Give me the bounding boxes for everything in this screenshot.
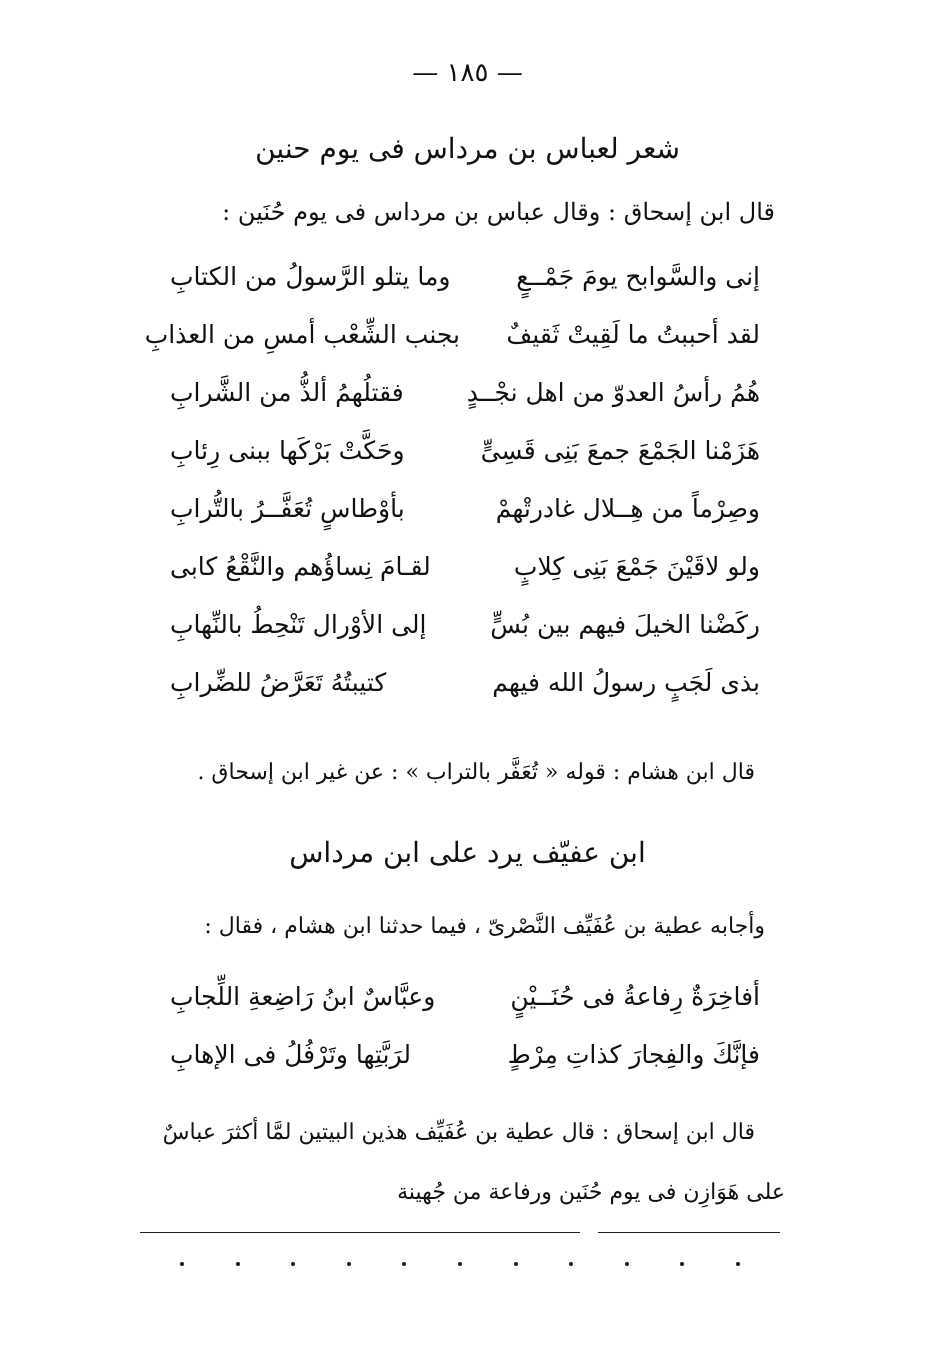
hemistich-second: إلى الأوْرال تَنْحِطُ بالنِّهابِ (170, 610, 427, 639)
hemistich-first: أفاخِرَةٌ رِفاعةُ فى حُنَــيْنٍ (510, 982, 760, 1011)
hemistich-second: بجنب الشِّعْب أمسِ من العذابِ (144, 320, 460, 349)
dot (680, 1262, 684, 1266)
verse (170, 982, 760, 1040)
dot (291, 1262, 295, 1266)
verse (170, 610, 760, 668)
dot (236, 1262, 240, 1266)
footnote-rule (140, 1232, 580, 1233)
note-paragraph-2-line-2: على هَوَازِن فى يوم حُنَين ورفاعة من جُهينة (397, 1180, 785, 1205)
dot (347, 1262, 351, 1266)
section-heading-2: ابن عفيّف يرد على ابن مرداس (289, 836, 646, 869)
hemistich-second: لقـامَ نِساؤُهم والنَّقْعُ كابى (170, 552, 431, 581)
hemistich-second: بأوْطاسٍ تُعَفَّــرُ بالتُّرابِ (170, 494, 405, 523)
poem-1 (144, 262, 760, 726)
dot (458, 1262, 462, 1266)
verse (170, 262, 760, 320)
verse (144, 320, 760, 378)
footnote-rule (598, 1232, 780, 1233)
page-number: — ١٨٥ — (412, 58, 523, 88)
hemistich-second: لرَبَّتِها وتَرْفُلُ فى الإهابِ (170, 1040, 411, 1069)
footnote-dots (180, 1262, 740, 1266)
hemistich-second: فقتلُهمُ ألذُّ من الشَّرابِ (170, 378, 404, 407)
hemistich-first: ولو لاقَيْنَ جَمْعَ بَنِى كِلابٍ (513, 552, 760, 581)
hemistich-first: فإنَّكَ والفِجارَ كذاتِ مِرْطٍ (507, 1040, 760, 1069)
hemistich-first: بذى لَجَبٍ رسولُ الله فيهم (492, 668, 760, 697)
hemistich-first: إنى والسَّوابح يومَ جَمْــعٍ (516, 262, 760, 291)
hemistich-second: وعبَّاسٌ ابنُ رَاضِعةِ اللِّجابِ (170, 982, 436, 1011)
hemistich-first: وصِرْماً من هِــلال غادرتْهمْ (495, 494, 760, 523)
verse (170, 552, 760, 610)
verse (170, 436, 760, 494)
dot (569, 1262, 573, 1266)
dot (625, 1262, 629, 1266)
hemistich-first: هُمُ رأسُ العدوّ من اهل نجْــدٍ (466, 378, 760, 407)
verse (170, 1040, 760, 1098)
section-heading-1: شعر لعباس بن مرداس فى يوم حنين (255, 132, 680, 165)
poem-2 (170, 982, 760, 1098)
dot (514, 1262, 518, 1266)
dot (736, 1262, 740, 1266)
verse (170, 494, 760, 552)
dot (180, 1262, 184, 1266)
intro-paragraph-1: قال ابن إسحاق : وقال عباس بن مرداس فى يوم حُنَين : (222, 198, 775, 226)
verse (170, 378, 760, 436)
hemistich-second: كتيبتُهُ تَعَرَّضُ للضِّرابِ (170, 668, 387, 697)
note-paragraph-1: قال ابن هشام : قوله « تُعَفَّر بالتراب » : عن غير ابن إسحاق . (197, 760, 755, 785)
hemistich-first: لقد أحببتُ ما لَقِيتْ ثَقيفٌ (506, 320, 760, 349)
note-paragraph-2-line-1: قال ابن إسحاق : قال عطية بن عُفَيِّف هذين البيتين لمَّا أكثرَ عباسٌ (162, 1120, 755, 1145)
hemistich-second: وما يتلو الرَّسولُ من الكتابِ (170, 262, 451, 291)
verse (170, 668, 760, 726)
hemistich-second: وحَكَّتْ بَرْكَها ببنى رِئابِ (170, 436, 405, 465)
dot (402, 1262, 406, 1266)
hemistich-first: ركَضْنا الخيلَ فيهم بين بُسٍّ (490, 610, 760, 639)
intro-paragraph-2: وأجابه عطية بن عُفَيِّف النَّصْرىّ ، فيما حدثنا ابن هشام ، فقال : (204, 914, 765, 939)
hemistich-first: هَزَمْنا الجَمْعَ جمعَ بَنِى قَسِىٍّ (480, 436, 760, 465)
